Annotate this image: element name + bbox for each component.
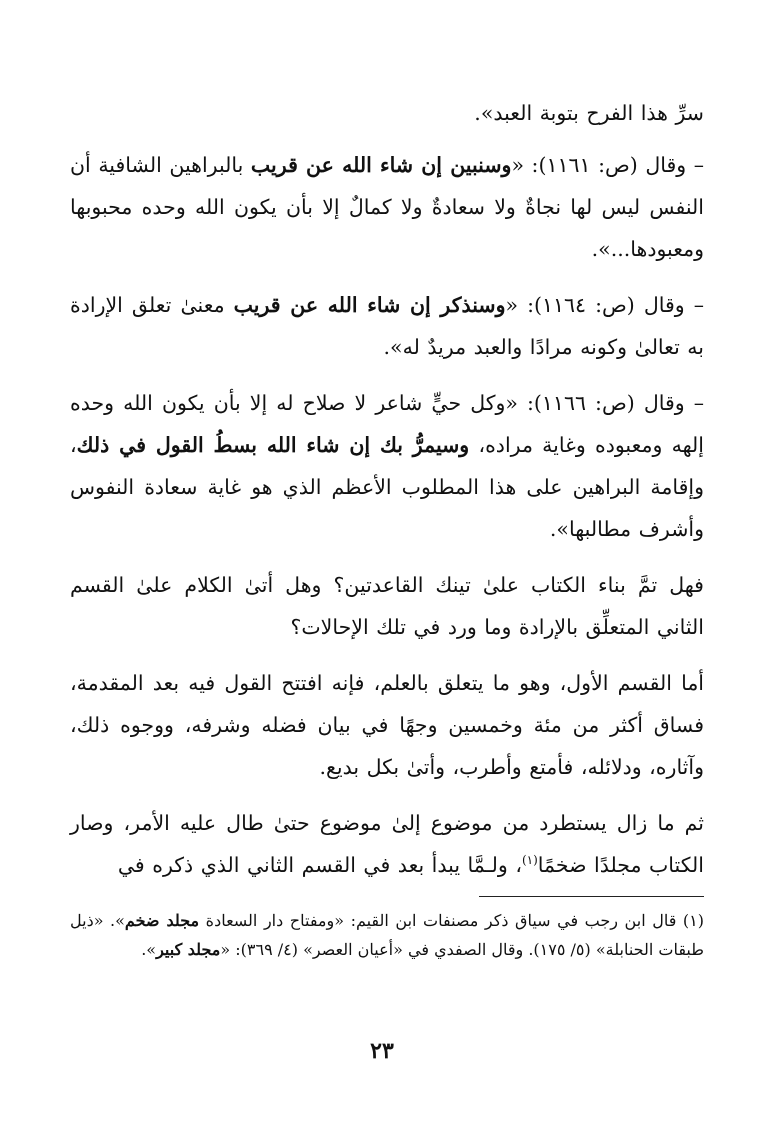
text-run: أما القسم الأول، وهو ما يتعلق بالعلم، فإنه افتتح القول فيه بعد المقدمة، فساق أكثر من مئة وخمسين وجهًا في بيان فضله وشرفه، ووجوه ذلك، وآثاره، ودلائله، فأمتع وأطرب، وأتىٰ بكل بديع. xyxy=(70,671,704,779)
footnote-reference: (١) xyxy=(521,853,538,868)
paragraph xyxy=(70,92,704,134)
paragraph xyxy=(70,662,704,788)
text-run: (١) قال ابن رجب في سياق ذكر مصنفات ابن القيم: «ومفتاح دار السعادة xyxy=(199,911,704,930)
page-number: ٢٣ xyxy=(370,1038,394,1064)
paragraph xyxy=(70,382,704,550)
paragraph xyxy=(70,802,704,886)
bold-text: وسنذكر إن شاء الله عن قريب xyxy=(233,293,506,317)
text-run: بالبراهين الشافية أن النفس ليس لها نجاةٌ ولا سعادةٌ ولا كمالٌ إلا بأن يكون الله وحده محبوبها ومعبودها...». xyxy=(70,153,704,261)
text-run: ». xyxy=(141,940,157,959)
bold-text: وسيمرُّ بك إن شاء الله بسطُ القول في ذلك xyxy=(76,433,470,457)
page-body xyxy=(70,92,704,900)
bold-text: مجلد كبير xyxy=(156,940,221,959)
text-run: ، ولـمَّا يبدأ بعد في القسم الثاني الذي ذكره في xyxy=(117,853,522,877)
paragraph xyxy=(70,284,704,368)
text-run: معنىٰ تعلق الإرادة به تعالىٰ وكونه مرادًا والعبد مريدٌ له». xyxy=(70,293,704,359)
text-run: – وقال (ص: ١١٦١): « xyxy=(511,153,705,177)
paragraph xyxy=(70,564,704,648)
text-run: ثم ما زال يستطرد من موضوع إلىٰ موضوع حتىٰ طال عليه الأمر، وصار الكتاب مجلدًا ضخمًا xyxy=(70,811,704,877)
footnote xyxy=(70,906,704,964)
text-run: فهل تمَّ بناء الكتاب علىٰ تينك القاعدتين؟ وهل أتىٰ الكلام علىٰ القسم الثاني المتعلِّق بالإرادة وما ورد في تلك الإحالات؟ xyxy=(70,573,704,639)
footnote-separator xyxy=(479,896,704,897)
paragraph xyxy=(70,144,704,270)
bold-text: وسنبين إن شاء الله عن قريب xyxy=(250,153,512,177)
text-run: ». «ذيل طبقات الحنابلة» (٥/ ١٧٥). وقال الصفدي في «أعيان العصر» (٤/ ٣٦٩): « xyxy=(70,911,704,959)
text-run: – وقال (ص: ١١٦٦): «وكل حيٍّ شاعر لا صلاح له إلا بأن يكون الله وحده إلهه ومعبوده وغاية مراده، xyxy=(70,391,704,457)
text-run: ، وإقامة البراهين على هذا المطلوب الأعظم الذي هو غاية سعادة النفوس وأشرف مطالبها». xyxy=(70,433,704,541)
bold-text: مجلد ضخم xyxy=(124,911,200,930)
text-run: سرِّ هذا الفرح بتوبة العبد». xyxy=(474,101,704,125)
text-run: – وقال (ص: ١١٦٤): « xyxy=(505,293,705,317)
